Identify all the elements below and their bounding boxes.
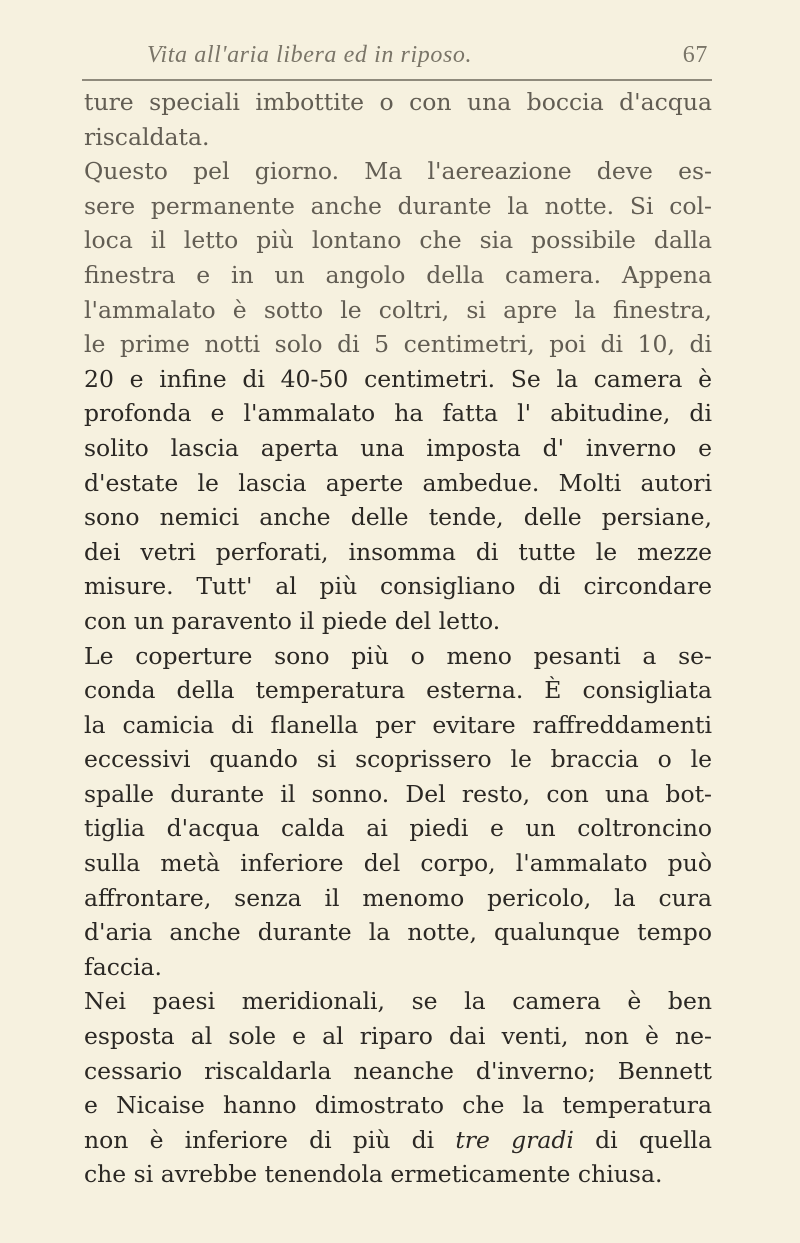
text-segment: non è inferiore di più di [84, 1125, 435, 1154]
text-line: d'estate le lascia aperte ambedue. Molti autori [84, 468, 712, 497]
header-rule [82, 79, 712, 81]
text-line: conda della temperatura esterna. È consigliata [84, 676, 712, 705]
text-line: esposta al sole e al riparo dai venti, non è ne- [84, 1022, 712, 1051]
text-line: solito lascia aperta una imposta d' inverno e [84, 433, 712, 462]
italic-phrase: tre gradi [455, 1125, 574, 1154]
running-head [147, 42, 708, 76]
text-line: sere permanente anche durante la notte. Si col- [84, 191, 712, 220]
text-line: ture speciali imbottite o con una boccia d'acqua [84, 88, 712, 116]
text-line: d'aria anche durante la notte, qualunque tempo [84, 918, 712, 947]
page-number: 67 [682, 42, 708, 68]
paragraph-start-line: Nei paesi meridionali, se la camera è ben [84, 987, 712, 1016]
text-line: eccessivi quando si scoprissero le braccia o le [84, 745, 712, 774]
text-line: misure. Tutt' al più consigliano di circondare [84, 572, 712, 601]
text-segment: di quella [595, 1125, 712, 1154]
paragraph-start-line: Questo pel giorno. Ma l'aereazione deve es- [84, 157, 712, 186]
text-line: e Nicaise hanno dimostrato che la temperatura [84, 1091, 712, 1120]
text-line-with-italic [84, 1123, 712, 1158]
text-line: che si avrebbe tenendola ermeticamente chiusa. [84, 1160, 663, 1189]
text-line: faccia. [84, 952, 163, 981]
text-line: le prime notti solo di 5 centimetri, poi di 10, di [84, 330, 712, 359]
text-line: profonda e l'ammalato ha fatta l' abitudine, di [84, 399, 712, 428]
text-line: finestra e in un angolo della camera. Appena [84, 260, 712, 289]
text-line: riscaldata. [84, 122, 210, 151]
text-line: sono nemici anche delle tende, delle persiane, [84, 503, 712, 532]
paragraph-start-line: Le coperture sono più o meno pesanti a se- [84, 641, 712, 670]
text-line: spalle durante il sonno. Del resto, con una bot- [84, 779, 712, 808]
text-line: l'ammalato è sotto le coltri, si apre la finestra, [84, 295, 712, 324]
text-line: affrontare, senza il menomo pericolo, la cura [84, 883, 712, 912]
text-line: loca il letto più lontano che sia possibile dalla [84, 226, 712, 255]
text-line: tiglia d'acqua calda ai piedi e un coltroncino [84, 814, 712, 843]
text-line: sulla metà inferiore del corpo, l'ammalato può [84, 849, 712, 878]
text-line: cessario riscaldarla neanche d'inverno; Bennett [84, 1056, 712, 1085]
text-line: con un paravento il piede del letto. [84, 606, 501, 635]
running-title: Vita all'aria libera ed in riposo. [147, 42, 473, 68]
body-text [84, 85, 712, 1192]
text-line: 20 e infine di 40-50 centimetri. Se la camera è [84, 364, 712, 393]
text-line: dei vetri perforati, insomma di tutte le mezze [84, 537, 712, 566]
text-line: la camicia di flanella per evitare raffreddamenti [84, 710, 712, 739]
